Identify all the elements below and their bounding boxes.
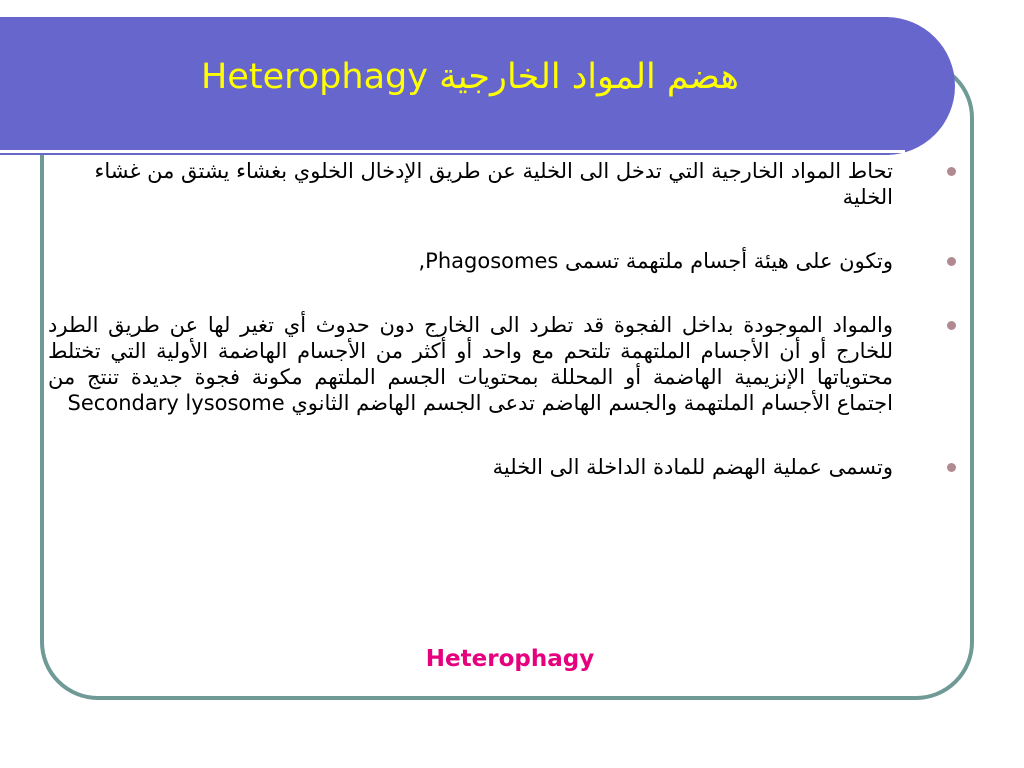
bullet-dot-icon bbox=[947, 463, 956, 472]
slide-title: Heterophagy هضم المواد الخارجية bbox=[201, 57, 739, 97]
bullet-dot-icon bbox=[947, 321, 956, 330]
title-underline bbox=[0, 150, 905, 153]
bullet-list bbox=[48, 158, 968, 480]
bullet-text: والمواد الموجودة بداخل الفجوة قد تطرد الى الخارج دون حدوث أي تغير لها عن طريق الطرد للخارج أو أن الأجسام الملتهمة تلتحم مع واحد أو أكثر من الأجسام الهاضمة الأولية التي تختلط محتوياتها الإنزيمية الهاضمة أو المحللة بمحتويات الجسم الملتهم مكونة فجوة جديدة تنتج من اجتماع الأجسام الملتهمة والجسم الهاضم تدعى الجسم الهاضم الثانوي Secondary lysosome bbox=[48, 313, 893, 415]
bullet-item bbox=[48, 312, 968, 416]
bullet-item bbox=[48, 454, 968, 480]
bullet-text: وتكون على هيئة أجسام ملتهمة تسمى Phagosomes, bbox=[418, 249, 893, 273]
heterophagy-label: Heterophagy bbox=[425, 646, 595, 672]
bullet-dot-icon bbox=[947, 167, 956, 176]
bullet-text: وتسمى عملية الهضم للمادة الداخلة الى الخلية bbox=[492, 455, 893, 479]
bullet-item bbox=[48, 158, 968, 210]
bullet-item bbox=[48, 248, 968, 274]
bullet-text: تحاط المواد الخارجية التي تدخل الى الخلية عن طريق الإدخال الخلوي بغشاء يشتق من غشاء الخلية bbox=[94, 159, 893, 209]
bullet-dot-icon bbox=[947, 257, 956, 266]
